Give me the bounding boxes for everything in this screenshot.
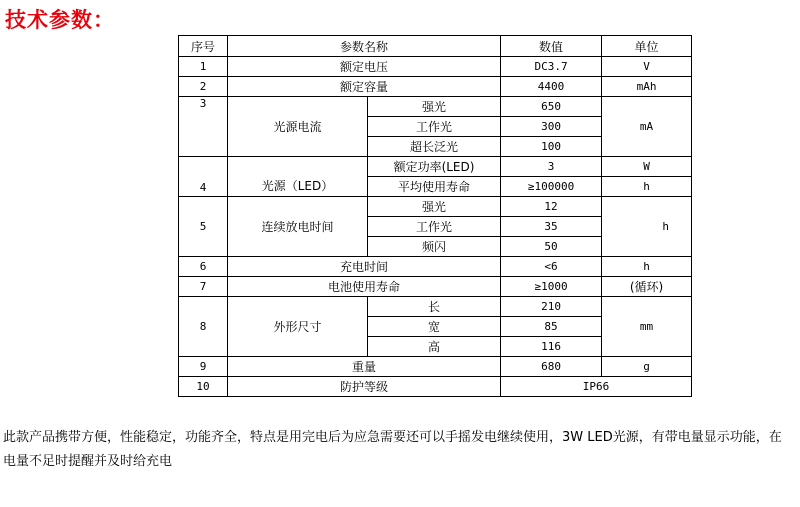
table-row [179,57,692,77]
param-unit: mm [602,297,692,357]
param-value: 300 [501,117,602,137]
sub-param-name: 强光 [368,197,501,217]
row-number: 7 [179,277,228,297]
param-value: 116 [501,337,602,357]
param-value: ≥100000 [501,177,602,197]
row-number: 4 [179,157,228,197]
table-row [179,97,692,117]
table-row [179,277,692,297]
param-value: 210 [501,297,602,317]
param-unit: mA [602,97,692,157]
column-header-unit: 单位 [602,36,692,57]
table-header-row [179,36,692,57]
row-number: 2 [179,77,228,97]
row-number: 10 [179,377,228,397]
param-name: 外形尺寸 [228,297,368,357]
sub-param-name: 超长泛光 [368,137,501,157]
param-name: 防护等级 [228,377,501,397]
column-header-no: 序号 [179,36,228,57]
table-row [179,297,692,317]
param-name: 额定容量 [228,77,501,97]
sub-param-name: 工作光 [368,117,501,137]
param-value: 35 [501,217,602,237]
param-name: 连续放电时间 [228,197,368,257]
param-value: 12 [501,197,602,217]
param-unit: mAh [602,77,692,97]
param-unit: W [602,157,692,177]
section-heading: 技术参数： [5,8,115,32]
param-name: 额定电压 [228,57,501,77]
row-number: 1 [179,57,228,77]
column-header-name: 参数名称 [228,36,501,57]
specs-table [178,35,692,397]
table-row [179,77,692,97]
sub-param-name: 工作光 [368,217,501,237]
param-unit: h [602,197,692,257]
sub-param-name: 平均使用寿命 [368,177,501,197]
table-row [179,197,692,217]
row-number: 5 [179,197,228,257]
param-value: 85 [501,317,602,337]
row-number: 8 [179,297,228,357]
sub-param-name: 强光 [368,97,501,117]
column-header-value: 数值 [501,36,602,57]
table-row [179,377,692,397]
param-value: 50 [501,237,602,257]
param-value: <6 [501,257,602,277]
param-unit: g [602,357,692,377]
param-value: 4400 [501,77,602,97]
param-value: IP66 [501,377,692,397]
product-description: 此款产品携带方便，性能稳定，功能齐全，特点是用完电后为应急需要还可以手摇发电继续使用，3W LED光源，有带电量显示功能，在电量不足时提醒并及时给充电 [3,430,782,469]
param-unit: h [602,177,692,197]
sub-param-name: 额定功率(LED) [368,157,501,177]
table-row [179,257,692,277]
param-name: 充电时间 [228,257,501,277]
row-number: 6 [179,257,228,277]
param-name: 光源电流 [228,97,368,157]
row-number: 3 [179,97,228,157]
param-value: ≥1000 [501,277,602,297]
table-row [179,157,692,177]
sub-param-name: 宽 [368,317,501,337]
row-number: 9 [179,357,228,377]
table-row [179,357,692,377]
sub-param-name: 频闪 [368,237,501,257]
param-name: 光源（LED） [228,157,368,197]
param-name: 重量 [228,357,501,377]
param-value: 3 [501,157,602,177]
param-unit: (循环) [602,277,692,297]
param-unit: h [602,257,692,277]
param-value: DC3.7 [501,57,602,77]
param-value: 680 [501,357,602,377]
param-unit: V [602,57,692,77]
sub-param-name: 高 [368,337,501,357]
sub-param-name: 长 [368,297,501,317]
param-value: 650 [501,97,602,117]
param-value: 100 [501,137,602,157]
param-name: 电池使用寿命 [228,277,501,297]
